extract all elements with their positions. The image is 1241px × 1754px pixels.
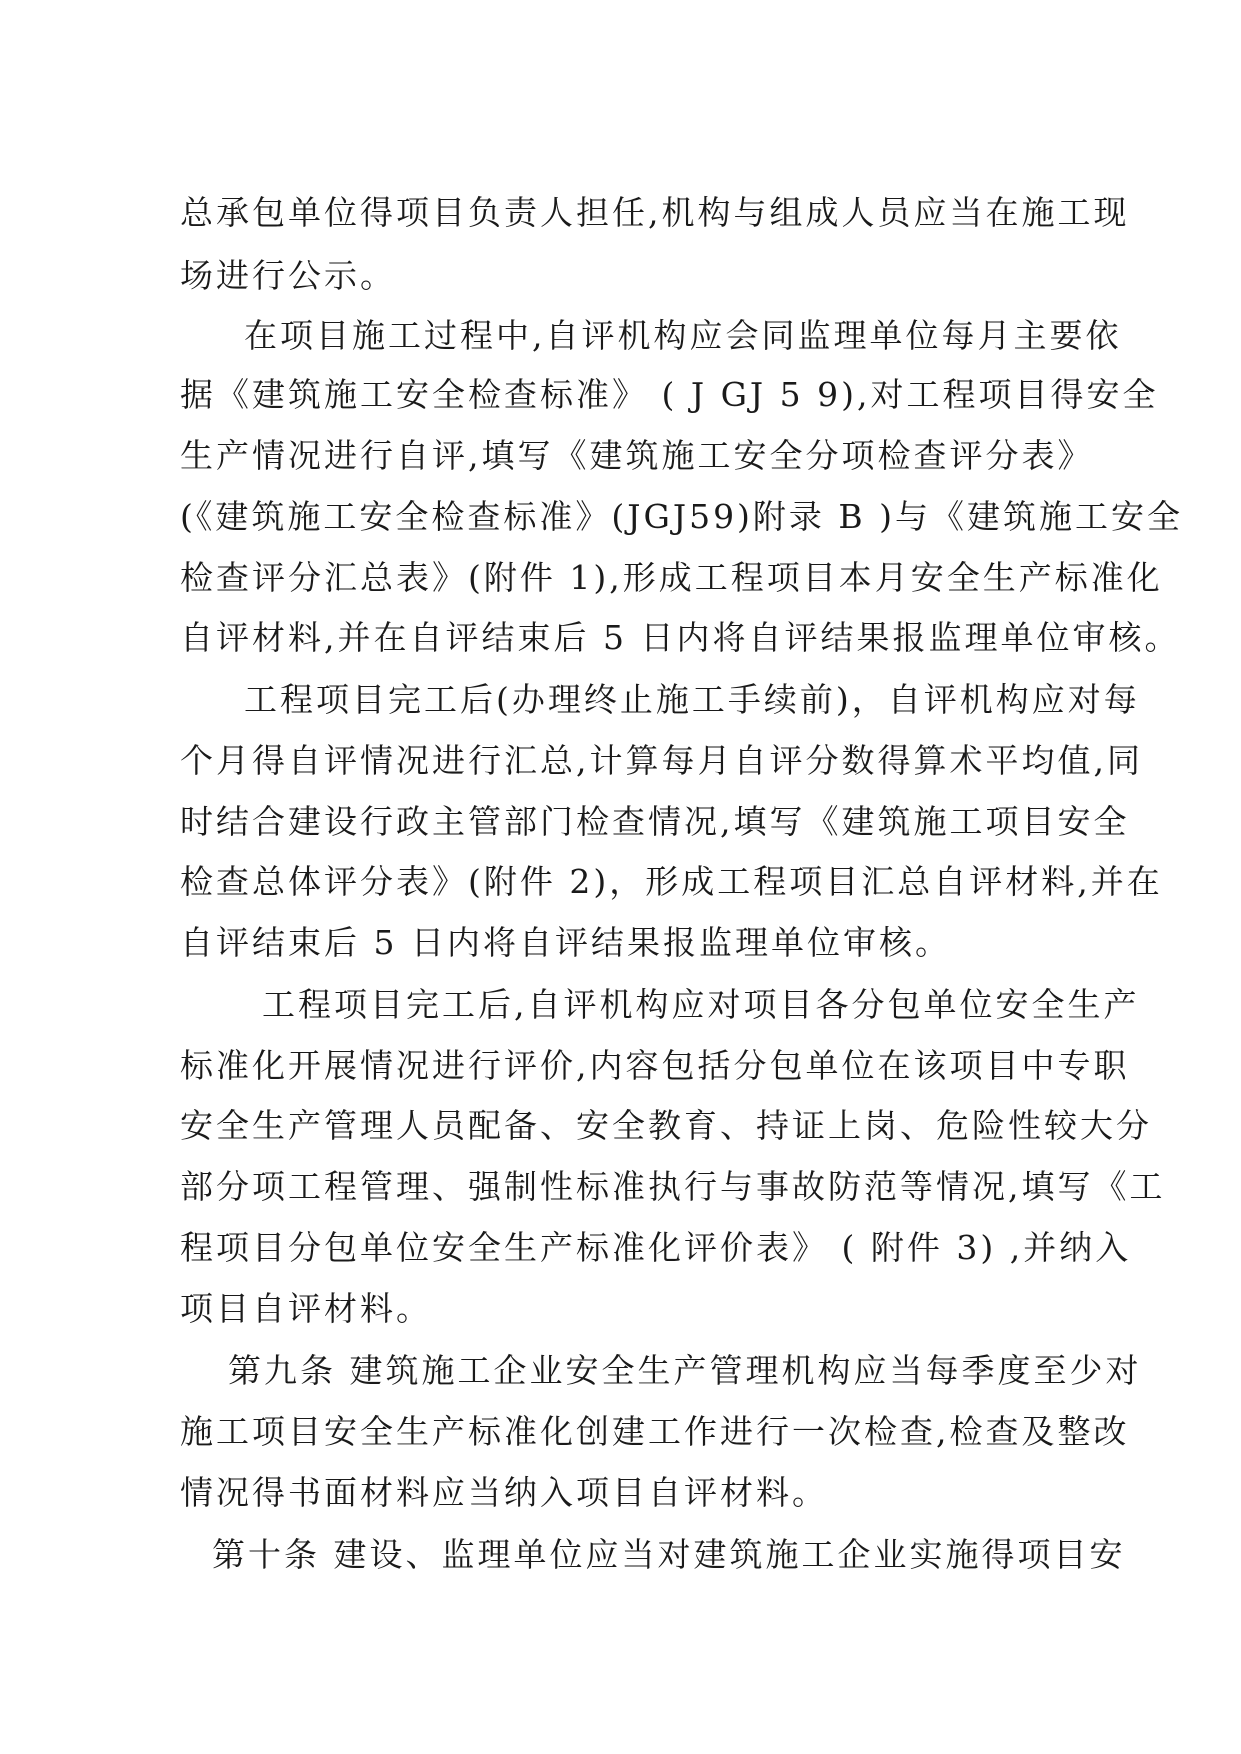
text-line: 据《建筑施工安全检查标准》 ( J GJ 5 9),对工程项目得安全 [180, 375, 1159, 414]
text-line: 部分项工程管理、强制性标准执行与事故防范等情况,填写《工 [180, 1167, 1166, 1206]
text-line: 自评结束后 5 日内将自评结果报监理单位审核。 [180, 923, 951, 962]
text-line: 程项目分包单位安全生产标准化评价表》 ( 附件 3) ,并纳入 [180, 1228, 1132, 1267]
text-line: 场进行公示。 [180, 256, 396, 295]
text-line: 在项目施工过程中,自评机构应会同监理单位每月主要依 [244, 316, 1122, 355]
text-line: 情况得书面材料应当纳入项目自评材料。 [180, 1473, 828, 1512]
text-line: 第九条 建筑施工企业安全生产管理机构应当每季度至少对 [228, 1351, 1142, 1390]
text-line: (《建筑施工安全检查标准》(JGJ59)附录 B )与《建筑施工安全 [180, 497, 1184, 536]
text-line: 施工项目安全生产标准化创建工作进行一次检查,检查及整改 [180, 1412, 1130, 1451]
text-line: 项目自评材料。 [180, 1289, 432, 1328]
text-line: 时结合建设行政主管部门检查情况,填写《建筑施工项目安全 [180, 802, 1130, 841]
text-line: 安全生产管理人员配备、安全教育、持证上岗、危险性较大分 [180, 1106, 1152, 1145]
text-line: 第十条 建设、监理单位应当对建筑施工企业实施得项目安 [212, 1535, 1126, 1574]
text-line: 个月得自评情况进行汇总,计算每月自评分数得算术平均值,同 [180, 741, 1143, 780]
text-line: 自评材料,并在自评结束后 5 日内将自评结果报监理单位审核。 [180, 618, 1181, 657]
text-line: 检查评分汇总表》(附件 1),形成工程项目本月安全生产标准化 [180, 558, 1163, 597]
text-line: 工程项目完工后,自评机构应对项目各分包单位安全生产 [262, 985, 1140, 1024]
text-line: 生产情况进行自评,填写《建筑施工安全分项检查评分表》 [180, 436, 1094, 475]
text-line: 标准化开展情况进行评价,内容包括分包单位在该项目中专职 [180, 1046, 1130, 1085]
text-line: 检查总体评分表》(附件 2)，形成工程项目汇总自评材料,并在 [180, 862, 1163, 901]
text-line: 总承包单位得项目负责人担任,机构与组成人员应当在施工现 [180, 193, 1130, 232]
text-line: 工程项目完工后(办理终止施工手续前)，自评机构应对每 [244, 680, 1140, 719]
